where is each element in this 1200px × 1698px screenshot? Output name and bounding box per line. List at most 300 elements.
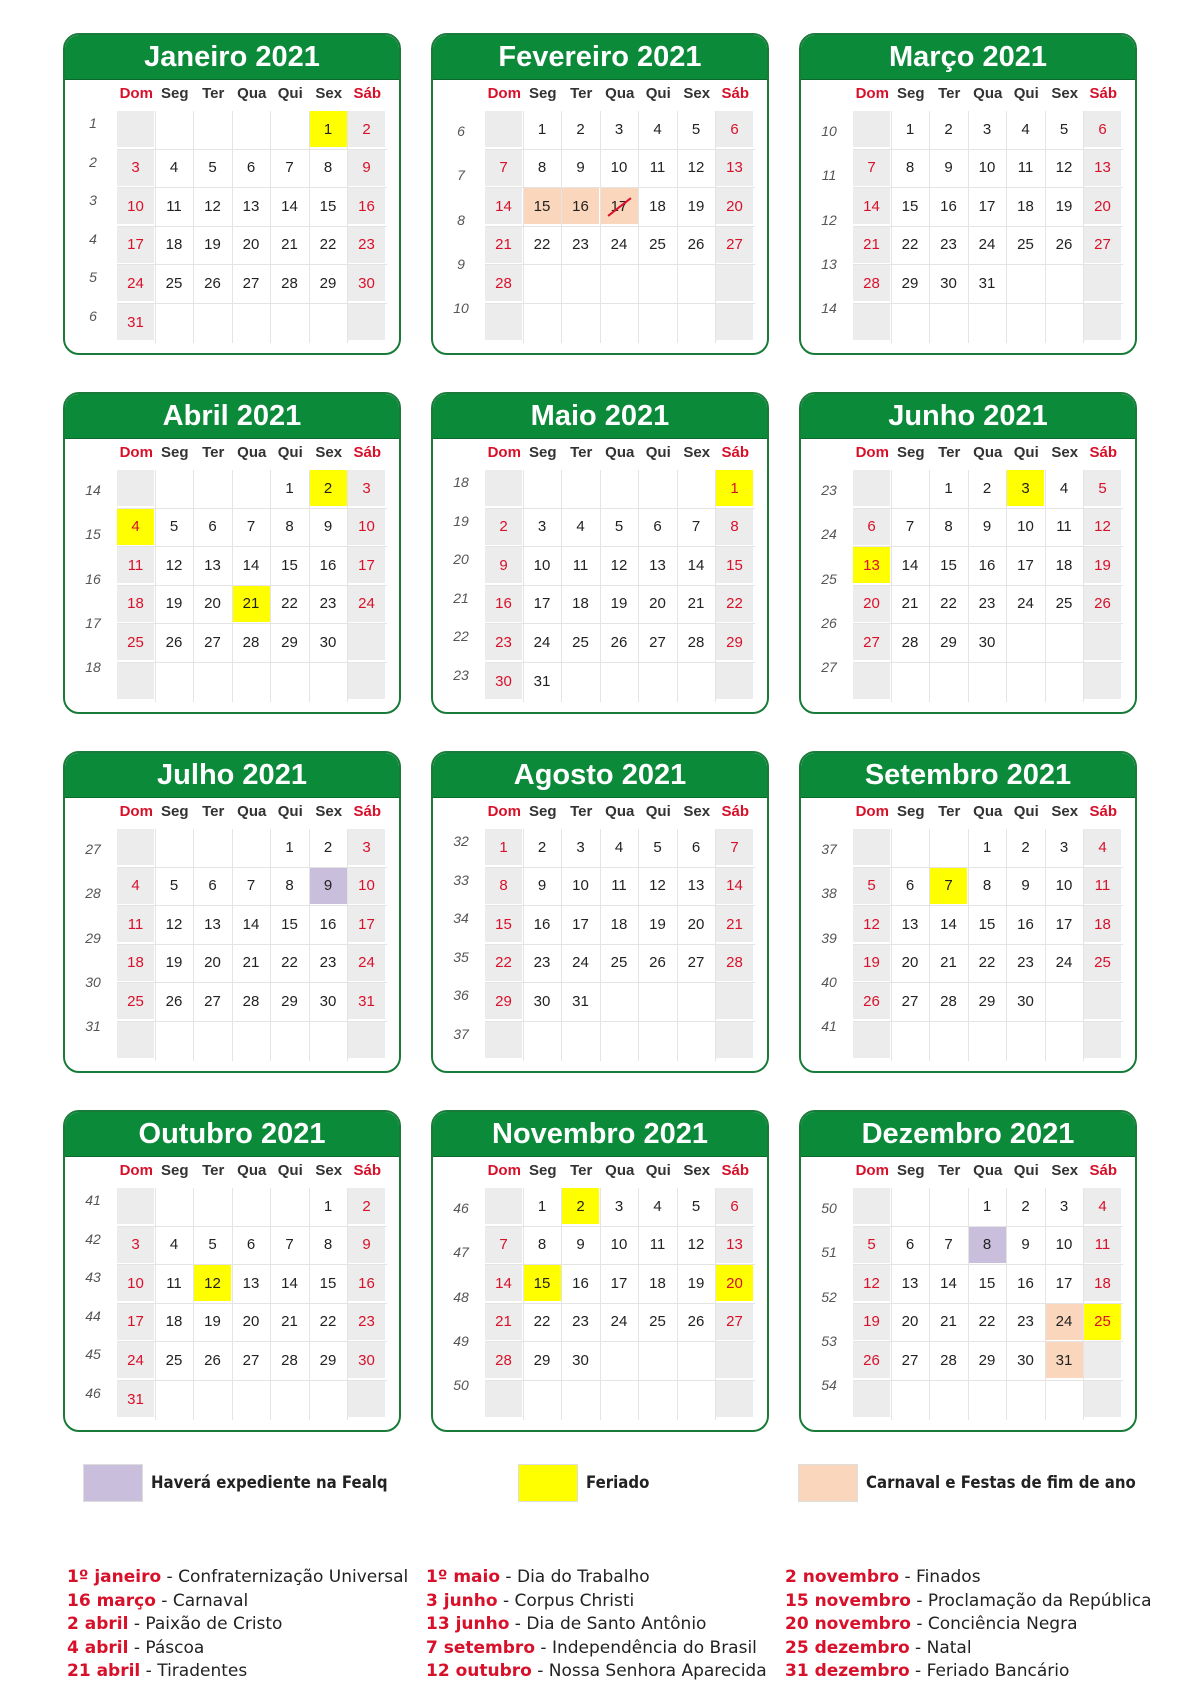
day-cell: 18 [1094, 1274, 1111, 1292]
day-cell: 15 [281, 915, 298, 933]
month-card [431, 751, 769, 1073]
holiday-item [426, 1613, 767, 1637]
weekday-label: Dom [487, 803, 521, 820]
day-grid [853, 1188, 1123, 1420]
holiday-date: 7 setembro [426, 1637, 535, 1658]
day-cell: 8 [905, 159, 915, 177]
day-cell: 15 [978, 915, 996, 933]
day-cell: 29 [940, 633, 957, 651]
week-number: 3 [89, 192, 97, 209]
day-cell: 10 [610, 159, 628, 177]
day-cell: 10 [572, 877, 589, 895]
day-cell: 11 [572, 556, 589, 574]
day-cell: 21 [863, 236, 880, 254]
day-cell: 18 [1055, 556, 1073, 574]
day-cell: 28 [940, 1351, 957, 1369]
weekday-label: Dom [487, 444, 521, 461]
week-number: 28 [85, 885, 101, 902]
week-number: 17 [85, 614, 101, 631]
weekday-label: Seg [160, 803, 189, 820]
day-cell: 25 [649, 1313, 666, 1331]
day-cell: 22 [281, 954, 298, 972]
day-cell: 2 [499, 518, 508, 536]
day-cell: 24 [1055, 954, 1073, 972]
weekend-cell-bg [853, 304, 890, 340]
holiday-column [426, 1566, 767, 1684]
day-cell: 2 [537, 838, 547, 856]
day-cell: 9 [362, 159, 371, 177]
day-cell: 1 [323, 1197, 333, 1215]
day-cell: 30 [940, 274, 957, 292]
day-cell: 31 [1046, 1342, 1083, 1378]
weekend-cell-bg [716, 663, 753, 699]
holiday-date: 1º janeiro [67, 1567, 162, 1587]
weekend-cell-bg [716, 1022, 753, 1058]
weekday-label: Seg [896, 85, 925, 102]
month-title: Novembro 2021 [433, 1112, 767, 1157]
holiday-item [426, 1637, 767, 1661]
month-title: Junho 2021 [801, 394, 1135, 439]
day-cell: 10 [1017, 518, 1034, 536]
weekend-cell-bg [485, 304, 522, 340]
day-cell: 20 [242, 236, 260, 254]
holiday-separator: - [899, 1567, 917, 1587]
grid-line [117, 303, 387, 304]
day-cell: 23 [978, 595, 996, 613]
day-cell: 24 [1046, 1304, 1083, 1340]
day-cell: 27 [204, 992, 221, 1010]
day-cell: 13 [726, 1236, 743, 1254]
week-number: 8 [457, 211, 465, 228]
day-cell: 6 [208, 518, 217, 536]
day-cell: 26 [687, 236, 705, 254]
weekday-label: Seg [896, 444, 925, 461]
day-cell: 27 [901, 1351, 919, 1369]
holiday-item [785, 1613, 1152, 1637]
day-cell: 17 [1055, 915, 1073, 933]
day-cell: 19 [863, 1313, 880, 1331]
weekday-label: Sáb [721, 85, 749, 102]
day-cell: 7 [944, 1236, 953, 1254]
weekday-label: Ter [938, 803, 961, 820]
day-cell: 4 [653, 120, 662, 138]
holiday-name: Dia do Trabalho [516, 1567, 650, 1587]
day-cell: 20 [649, 595, 666, 613]
week-number: 46 [85, 1385, 101, 1401]
week-number: 10 [453, 300, 469, 317]
weekend-cell-bg [853, 1188, 890, 1224]
day-cell: 21 [233, 586, 270, 622]
day-cell: 24 [533, 633, 551, 651]
day-cell: 13 [901, 915, 919, 933]
weekday-label: Qui [1013, 1162, 1039, 1179]
day-cell: 17 [358, 556, 375, 574]
day-cell: 27 [726, 1313, 743, 1331]
day-cell: 9 [1021, 877, 1030, 895]
weekend-cell-bg [348, 1022, 385, 1058]
day-cell: 10 [127, 197, 144, 215]
day-cell: 25 [127, 992, 144, 1010]
day-cell: 9 [982, 518, 992, 536]
weekday-header [485, 85, 755, 102]
weekend-cell-bg [1084, 1022, 1121, 1058]
day-cell: 8 [944, 518, 953, 536]
weekday-label: Sex [315, 1162, 343, 1179]
day-cell: 20 [901, 954, 919, 972]
week-number: 18 [85, 659, 101, 676]
week-number: 53 [821, 1332, 837, 1349]
weekend-cell-bg [853, 663, 890, 699]
holiday-name: Conciência Negra [927, 1614, 1078, 1634]
day-cell: 11 [127, 915, 144, 933]
day-cell: 9 [323, 518, 333, 536]
weekday-label: Qua [973, 444, 1003, 461]
holiday-name: Independência do Brasil [551, 1637, 757, 1658]
weekday-label: Qua [605, 85, 635, 102]
day-cell: 13 [726, 159, 743, 177]
day-cell: 27 [863, 633, 880, 651]
day-cell: 3 [576, 838, 585, 856]
week-number: 34 [453, 910, 469, 927]
grid-line [485, 1380, 755, 1381]
day-cell: 23 [319, 954, 337, 972]
day-cell: 17 [601, 188, 638, 224]
day-cell: 13 [901, 1274, 919, 1292]
week-number: 16 [85, 570, 101, 587]
weekday-label: Ter [570, 1162, 593, 1179]
holiday-separator: - [909, 1637, 927, 1658]
day-cell: 26 [687, 1313, 705, 1331]
day-cell: 4 [576, 518, 585, 536]
day-cell: 19 [649, 915, 666, 933]
day-cell: 28 [726, 954, 743, 972]
weekday-label: Sáb [353, 444, 381, 461]
weekday-label: Sáb [1089, 1162, 1117, 1179]
month-title: Outubro 2021 [65, 1112, 399, 1157]
holiday-item [67, 1613, 408, 1637]
week-number: 4 [89, 230, 97, 247]
weekday-label: Ter [202, 85, 225, 102]
weekday-label: Sex [683, 1162, 711, 1179]
day-cell: 5 [614, 518, 624, 536]
day-cell: 17 [1055, 1274, 1073, 1292]
holiday-separator: - [161, 1567, 179, 1587]
weekend-cell-bg [853, 1381, 890, 1417]
weekday-label: Qui [645, 803, 671, 820]
weekday-label: Sex [1051, 803, 1079, 820]
legend-label-feriado: Feriado [586, 1473, 650, 1493]
day-cell: 16 [572, 1274, 589, 1292]
weekday-label: Dom [855, 803, 889, 820]
day-cell: 24 [1017, 595, 1034, 613]
weekend-cell-bg [853, 111, 890, 147]
day-cell: 9 [1021, 1236, 1030, 1254]
weekend-cell-bg [853, 1022, 890, 1058]
week-number: 2 [89, 153, 97, 170]
day-cell: 30 [978, 633, 996, 651]
day-cell: 26 [1094, 595, 1111, 613]
holiday-separator: - [910, 1614, 928, 1634]
weekday-label: Sáb [1089, 444, 1117, 461]
day-cell: 27 [242, 1351, 260, 1369]
week-number: 22 [453, 628, 469, 645]
weekend-cell-bg [853, 470, 890, 506]
weekday-label: Dom [855, 1162, 889, 1179]
month-card [431, 1110, 769, 1432]
day-cell: 19 [165, 954, 183, 972]
week-number: 29 [85, 929, 101, 946]
weekday-header [485, 444, 755, 461]
weekend-cell-bg [117, 1188, 154, 1224]
day-cell: 1 [537, 1197, 547, 1215]
grid-line [485, 264, 755, 265]
holiday-name: Paixão de Cristo [145, 1614, 283, 1634]
weekday-label: Qui [277, 444, 303, 461]
holiday-name: Dia de Santo Antônio [526, 1614, 707, 1634]
day-cell: 22 [281, 595, 298, 613]
holiday-separator: - [909, 1661, 927, 1681]
day-cell: 22 [726, 595, 743, 613]
day-cell: 30 [572, 1351, 589, 1369]
day-cell: 20 [863, 595, 880, 613]
grid-line [853, 662, 1123, 663]
day-cell: 10 [358, 518, 375, 536]
day-cell: 27 [901, 992, 919, 1010]
weekday-label: Ter [938, 85, 961, 102]
weekday-label: Sex [683, 444, 711, 461]
day-cell: 22 [495, 954, 512, 972]
day-cell: 16 [319, 556, 337, 574]
weekday-header [117, 1162, 387, 1179]
holiday-name: Nossa Senhora Aparecida [548, 1661, 767, 1681]
day-cell: 7 [285, 159, 294, 177]
day-cell: 18 [127, 595, 144, 613]
day-cell: 31 [127, 1390, 144, 1408]
day-cell: 7 [246, 877, 256, 895]
day-cell: 11 [1094, 1236, 1111, 1254]
day-cell: 24 [572, 954, 589, 972]
day-cell: 13 [204, 915, 221, 933]
day-cell: 6 [905, 877, 915, 895]
day-cell: 2 [323, 838, 333, 856]
day-cell: 29 [978, 1351, 996, 1369]
day-cell: 14 [726, 877, 743, 895]
week-number: 51 [821, 1244, 837, 1261]
month-card [799, 1110, 1137, 1432]
weekday-label: Dom [119, 803, 153, 820]
week-number: 41 [85, 1192, 101, 1208]
day-cell: 16 [319, 915, 337, 933]
day-grid [853, 829, 1123, 1061]
holiday-name: Proclamação da República [927, 1590, 1152, 1611]
day-cell: 7 [730, 838, 739, 856]
holiday-separator: - [500, 1567, 517, 1587]
weekday-label: Seg [896, 803, 925, 820]
week-number: 50 [453, 1377, 469, 1394]
weekday-label: Qui [645, 1162, 671, 1179]
day-cell: 22 [901, 236, 919, 254]
day-cell: 28 [281, 1351, 298, 1369]
holiday-date: 12 outubro [426, 1661, 532, 1681]
day-cell: 25 [649, 236, 666, 254]
holiday-item [426, 1660, 767, 1684]
day-cell: 14 [495, 1274, 512, 1292]
month-title: Maio 2021 [433, 394, 767, 439]
day-cell: 30 [495, 672, 512, 690]
week-number: 32 [453, 833, 469, 849]
week-number: 33 [453, 871, 469, 888]
day-cell: 6 [730, 120, 739, 138]
weekday-label: Ter [202, 803, 225, 820]
day-cell: 16 [358, 1274, 375, 1292]
holiday-item [67, 1660, 408, 1684]
weekday-label: Sex [315, 444, 343, 461]
day-cell: 21 [726, 915, 743, 933]
holiday-separator: - [497, 1590, 515, 1611]
day-cell: 13 [242, 1274, 260, 1292]
weekday-label: Seg [528, 85, 557, 102]
day-cell: 29 [495, 992, 512, 1010]
holiday-separator: - [509, 1614, 527, 1634]
grid-line [853, 303, 1123, 304]
day-cell: 31 [533, 672, 551, 690]
week-number: 39 [821, 929, 837, 946]
weekday-label: Sex [315, 803, 343, 820]
month-card [431, 392, 769, 714]
day-cell: 20 [1094, 197, 1111, 215]
holiday-date: 21 abril [67, 1661, 141, 1681]
day-cell: 8 [285, 518, 294, 536]
weekend-cell-bg [716, 1381, 753, 1417]
grid-line [853, 1380, 1123, 1381]
grid-line [117, 1380, 387, 1381]
day-cell: 8 [730, 518, 739, 536]
weekend-cell-bg [716, 304, 753, 340]
day-cell: 4 [1059, 479, 1069, 497]
day-cell: 12 [687, 1236, 705, 1254]
day-cell: 27 [726, 236, 743, 254]
day-cell: 14 [281, 1274, 298, 1292]
day-cell: 16 [358, 197, 375, 215]
weekday-label: Ter [570, 444, 593, 461]
legend-swatch-carnaval [798, 1464, 858, 1502]
week-number: 9 [457, 255, 465, 272]
weekend-cell-bg [1084, 265, 1121, 301]
day-cell: 14 [242, 556, 260, 574]
day-cell: 11 [127, 556, 144, 574]
weekend-cell-bg [348, 624, 385, 660]
holiday-item [785, 1637, 1152, 1661]
weekday-label: Sáb [1089, 85, 1117, 102]
legend-item-expediente [83, 1464, 420, 1502]
day-cell: 17 [127, 1313, 144, 1331]
day-cell: 9 [537, 877, 547, 895]
weekday-label: Ter [202, 1162, 225, 1179]
day-cell: 10 [978, 159, 996, 177]
day-cell: 2 [1021, 838, 1030, 856]
day-cell: 6 [208, 877, 217, 895]
weekday-header [117, 444, 387, 461]
weekday-label: Seg [160, 1162, 189, 1179]
day-cell: 15 [940, 556, 957, 574]
day-cell: 5 [653, 838, 662, 856]
month-card [799, 392, 1137, 714]
month-card [431, 33, 769, 355]
month-title: Março 2021 [801, 35, 1135, 80]
holiday-item [785, 1660, 1152, 1684]
day-cell: 3 [1059, 838, 1069, 856]
day-cell: 17 [358, 915, 375, 933]
holiday-date: 1º maio [426, 1567, 501, 1587]
day-cell: 13 [687, 877, 705, 895]
day-cell: 15 [978, 1274, 996, 1292]
weekend-cell-bg [117, 470, 154, 506]
week-number: 50 [821, 1200, 837, 1216]
day-cell: 6 [246, 1236, 256, 1254]
weekday-label: Qua [237, 85, 267, 102]
day-cell: 10 [610, 1236, 628, 1254]
day-cell: 25 [165, 1351, 183, 1369]
weekday-label: Qui [645, 85, 671, 102]
day-cell: 5 [867, 877, 876, 895]
day-cell: 3 [1059, 1197, 1069, 1215]
legend-label-carnaval: Carnaval e Festas de fim de ano [866, 1473, 1136, 1493]
day-cell: 2 [982, 479, 992, 497]
day-cell: 16 [940, 197, 957, 215]
weekend-cell-bg [485, 1022, 522, 1058]
day-cell: 11 [1094, 877, 1111, 895]
weekend-cell-bg [348, 304, 385, 340]
weekend-cell-bg [117, 111, 154, 147]
weekend-cell-bg [485, 1188, 522, 1224]
day-cell: 24 [127, 274, 144, 292]
day-cell: 2 [310, 470, 347, 506]
holiday-name: Tiradentes [157, 1661, 248, 1681]
day-cell: 15 [524, 1265, 561, 1301]
day-cell: 5 [1098, 479, 1107, 497]
day-cell: 3 [982, 120, 992, 138]
day-grid [485, 1188, 755, 1420]
day-cell: 19 [687, 197, 705, 215]
day-cell: 3 [131, 159, 140, 177]
weekend-cell-bg [348, 1381, 385, 1417]
day-cell: 8 [969, 1227, 1006, 1263]
holiday-date: 4 abril [67, 1637, 129, 1658]
weekday-header [485, 1162, 755, 1179]
day-cell: 26 [649, 954, 666, 972]
day-cell: 26 [165, 633, 183, 651]
weekday-label: Sex [1051, 85, 1079, 102]
week-number: 27 [821, 659, 837, 676]
weekday-label: Seg [896, 1162, 925, 1179]
day-cell: 23 [358, 236, 375, 254]
weekday-label: Dom [487, 1162, 521, 1179]
holiday-date: 16 março [67, 1590, 156, 1611]
day-cell: 12 [863, 1274, 880, 1292]
day-cell: 15 [726, 556, 743, 574]
day-cell: 11 [611, 877, 627, 895]
day-cell: 7 [499, 1236, 508, 1254]
day-cell: 11 [649, 1236, 666, 1254]
day-cell: 6 [867, 518, 876, 536]
weekend-cell-bg [117, 663, 154, 699]
day-cell: 25 [1094, 954, 1111, 972]
legend-item-carnaval [798, 1464, 1173, 1502]
day-cell: 16 [495, 595, 512, 613]
day-cell: 28 [940, 992, 957, 1010]
day-cell: 18 [1017, 197, 1034, 215]
weekday-header [485, 803, 755, 820]
